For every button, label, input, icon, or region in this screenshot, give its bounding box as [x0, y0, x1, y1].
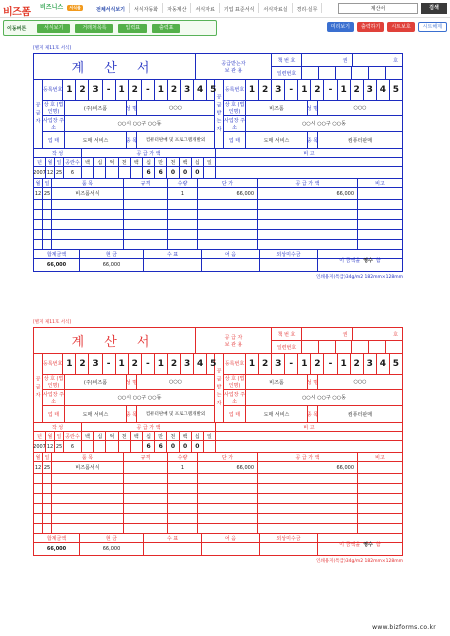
- amount-digit: [131, 167, 143, 178]
- amount-digit: [94, 167, 106, 178]
- amount-digit-header: 백: [131, 158, 143, 166]
- invoice-form: [33, 327, 403, 556]
- receipt-text: 이 금액을: [339, 258, 361, 264]
- amount-digit: [82, 167, 94, 178]
- buyer-address: ○○시 ○○구 ○○동: [302, 121, 346, 128]
- issue-year: 2007: [34, 441, 46, 452]
- item-month: 12: [34, 188, 43, 199]
- table-row: [34, 230, 402, 240]
- receipt-text: 이 금액을: [339, 542, 361, 548]
- company-label: 상 호 (법인명): [43, 102, 64, 116]
- reg-no-digit: 1: [116, 80, 129, 100]
- buyer-biz-type: 도매 서비스: [246, 406, 308, 422]
- amount-digit-header: 일: [207, 159, 212, 166]
- invoice-buyer-copy: [33, 45, 403, 308]
- amount-digit: 6: [143, 167, 155, 178]
- amount-digit: 0: [180, 441, 192, 452]
- item-hdr-qty: 수량: [168, 179, 198, 187]
- reg-no-digit: 4: [194, 354, 207, 374]
- serial-no-label: 일련번호: [272, 341, 302, 353]
- reg-no-digit: -: [285, 354, 298, 374]
- item-hdr-amount: 공 급 가 액: [258, 453, 358, 461]
- issue-day: 25: [55, 167, 64, 178]
- item-header-row: [34, 179, 402, 188]
- sub-toolbar: [0, 20, 450, 36]
- item-name: 비즈폼서식: [52, 188, 124, 199]
- copy-kind-sub: 보 관 용: [224, 67, 243, 74]
- reg-no-digit: -: [142, 80, 155, 100]
- reg-no-digit: 2: [311, 80, 324, 100]
- table-row: [34, 474, 402, 484]
- book-no-label: 책 번 호: [272, 328, 302, 340]
- address-label: 사업장 주 소: [43, 117, 64, 131]
- buyer-name-label: 성 명: [308, 375, 318, 390]
- buyer-biz-item: 컴퓨터판매: [347, 411, 373, 418]
- supplier-side-label: 공급자: [34, 376, 41, 400]
- item-hdr-name: 품 목: [52, 179, 124, 187]
- item-price: 66,000: [198, 188, 258, 199]
- supply-amount-label: 공 급 가 액: [82, 423, 216, 431]
- supplier-reg-no: [63, 354, 219, 374]
- book-ho-label: 호: [393, 57, 398, 64]
- reg-no-digit: 4: [377, 80, 390, 100]
- supplier-side-label: 공급자: [34, 102, 41, 126]
- item-hdr-month: 월: [34, 179, 43, 187]
- nav-item-all-forms[interactable]: 전체서식보기: [92, 3, 130, 13]
- buyer-company: 비즈폼: [246, 101, 308, 116]
- invoice-form: [33, 53, 403, 272]
- search-input[interactable]: [338, 3, 418, 14]
- issue-label: 작 성: [34, 149, 82, 157]
- reg-no-digit: 2: [76, 354, 89, 374]
- total-hdr-receivable: 외상미수금: [260, 250, 318, 258]
- table-row: [34, 240, 402, 250]
- buyer-biz-type-label: 업 태: [224, 132, 246, 148]
- item-hdr-name: 품 목: [52, 453, 124, 461]
- reg-no-digit: 2: [168, 80, 181, 100]
- table-row: [34, 220, 402, 230]
- amount-digit-header: 천: [167, 432, 179, 440]
- book-vol-label: 권: [302, 328, 353, 340]
- nav-item-automation[interactable]: 서식자동화: [130, 3, 163, 13]
- reg-no-digit: 1: [155, 354, 168, 374]
- invoice-supplier-copy: [33, 319, 403, 601]
- biz-item-label: 종 목: [127, 406, 137, 422]
- supply-amount-label: 공 급 가 액: [82, 149, 216, 157]
- supplier-biz-type: 도매 서비스: [65, 406, 127, 422]
- item-note: [358, 188, 402, 199]
- hdr-month: 월: [46, 432, 55, 440]
- buyer-name: ○○○: [353, 105, 367, 112]
- hdr-blanks: 공란수: [64, 158, 82, 166]
- reg-no-digit: 2: [311, 354, 324, 374]
- paper-spec-note: 인쇄용지(특급)34g/m2 182mm×128mm: [316, 275, 403, 280]
- amount-digit-header: 일: [207, 433, 212, 440]
- search-button[interactable]: 검색: [421, 3, 447, 14]
- copy-kind-label: 공급받는자: [221, 60, 246, 67]
- table-row: [34, 504, 402, 514]
- item-hdr-qty: 수량: [168, 453, 198, 461]
- reg-no-digit: 2: [129, 80, 142, 100]
- item-hdr-day: 일: [43, 179, 52, 187]
- blank-count: 6: [64, 167, 82, 178]
- form-caption: [별지 제11호 서식]: [33, 320, 72, 325]
- amount-digit: 6: [143, 441, 155, 452]
- reg-no-digit: 1: [246, 80, 259, 100]
- amount-digit: [94, 441, 106, 452]
- amount-digit-headers: [82, 432, 216, 440]
- supplier-company: (주)비즈폼: [65, 101, 127, 116]
- reg-no-digit: 1: [298, 80, 311, 100]
- item-hdr-day: 일: [43, 453, 52, 461]
- buyer-biz-item: 컴퓨터판매: [347, 137, 373, 144]
- total-hdr-check: 수 표: [144, 250, 202, 258]
- supplier-reg-no: [63, 80, 219, 100]
- unprotect-sheet-button[interactable]: 시트해제: [418, 22, 447, 32]
- tab-output-sheet[interactable]: 출력표: [152, 24, 181, 33]
- table-row: [34, 484, 402, 494]
- buyer-reg-no-label: 등록번호: [224, 354, 246, 374]
- issue-header-row: [34, 158, 402, 167]
- total-hdr-cash: 현 금: [80, 250, 144, 258]
- table-row: [34, 524, 402, 534]
- amount-digit-header: 십: [192, 432, 204, 440]
- form-caption: [별지 제11호 서식]: [33, 46, 72, 51]
- issue-month: 12: [46, 167, 55, 178]
- reg-no-digit: 3: [272, 354, 285, 374]
- supplier-biz-item: 컴퓨터판매 및 프로그램개발외: [145, 137, 206, 143]
- nav-item-auto-calc[interactable]: 자동계산: [163, 3, 191, 13]
- book-vol-label: 권: [302, 54, 353, 66]
- totals-value-row: [34, 259, 402, 271]
- item-header-row: [34, 453, 402, 462]
- item-day: 25: [43, 188, 52, 199]
- buyer-biz-item-label: 종 목: [308, 406, 318, 422]
- table-row: [34, 210, 402, 220]
- reg-no-digit: 3: [272, 80, 285, 100]
- reg-no-digit: 1: [155, 80, 168, 100]
- hdr-day: 일: [55, 432, 64, 440]
- item-amount: 66,000: [258, 462, 358, 473]
- reg-no-digit: 5: [392, 358, 400, 369]
- reg-no-digit: -: [103, 80, 116, 100]
- move-buttons-panel: [3, 20, 217, 36]
- amount-digit-header: 십: [94, 158, 106, 166]
- nav-item-library[interactable]: 서식자료실: [259, 3, 292, 13]
- tab-client-list[interactable]: 거래처목록: [75, 24, 113, 33]
- biz-type-label: 업 태: [43, 406, 65, 422]
- reg-no-digit: 1: [63, 80, 76, 100]
- total-hdr-sum: 합계금액: [34, 534, 80, 542]
- logo-sub-text: 비즈니스: [40, 4, 64, 11]
- receipt-suffix: 함: [375, 258, 381, 264]
- buyer-company: 비즈폼: [246, 375, 308, 390]
- reg-no-digit: 5: [392, 84, 400, 95]
- buyer-address-label: 사업장 주 소: [224, 117, 245, 131]
- amount-digit-header: 십: [192, 158, 204, 166]
- hdr-year: 년: [34, 432, 46, 440]
- logo-tag: 서식몰: [69, 4, 81, 10]
- serial-no-label: 일련번호: [272, 67, 302, 79]
- amount-digits: [82, 167, 216, 178]
- name-label: 성 명: [127, 375, 137, 390]
- amount-digit: 0: [192, 167, 204, 178]
- hdr-blanks: 공란수: [64, 432, 82, 440]
- book-ho-label: 호: [393, 331, 398, 338]
- nav-item-materials[interactable]: 서식자료: [191, 3, 219, 13]
- supplier-company: (주)비즈폼: [65, 375, 127, 390]
- buyer-side-label: 공급받는자: [215, 368, 222, 408]
- amount-digit: 0: [192, 441, 204, 452]
- invoice-title: 계 산 서: [71, 61, 158, 76]
- reg-no-digit: 1: [298, 354, 311, 374]
- amount-digit-header: 십: [143, 158, 155, 166]
- table-row: [34, 188, 402, 200]
- copy-kind-sub: 보 관 용: [224, 341, 243, 348]
- item-month: 12: [34, 462, 43, 473]
- note-label: 비 고: [303, 424, 315, 431]
- reg-no-digit: -: [142, 354, 155, 374]
- supplier-address: ○○시 ○○구 ○○동: [117, 395, 162, 402]
- supplier-biz-item: 컴퓨터판매 및 프로그램개발외: [145, 411, 206, 417]
- nav-item-accounting[interactable]: 경리·실무: [293, 3, 323, 13]
- paper-spec-note: 인쇄용지(특급)34g/m2 182mm×128mm: [316, 559, 403, 564]
- reg-no-digit: 1: [338, 80, 351, 100]
- item-name: 비즈폼서식: [52, 462, 124, 473]
- total-hdr-receivable: 외상미수금: [260, 534, 318, 542]
- reg-no-label: 등록번호: [43, 80, 63, 100]
- totals-value-row: [34, 543, 402, 555]
- reg-no-digit: 1: [116, 354, 129, 374]
- main-nav: [92, 3, 322, 15]
- company-label: 상 호 (법인명): [43, 376, 64, 390]
- item-hdr-price: 단 가: [198, 453, 258, 461]
- biz-type-label: 업 태: [43, 132, 65, 148]
- supplier-address: ○○시 ○○구 ○○동: [117, 121, 162, 128]
- reg-no-digit: 2: [168, 354, 181, 374]
- reg-no-digit: 4: [194, 80, 207, 100]
- action-buttons: [327, 22, 447, 32]
- amount-digit-header: 천: [167, 158, 179, 166]
- amount-digit: [119, 167, 131, 178]
- item-hdr-month: 월: [34, 453, 43, 461]
- item-spec: [124, 462, 168, 473]
- reg-no-digit: 2: [351, 80, 364, 100]
- receipt-kind: 영수: [363, 542, 373, 548]
- amount-digit-header: 백: [82, 432, 94, 440]
- amount-digit: 0: [167, 441, 179, 452]
- table-row: [34, 462, 402, 474]
- amount-digit-header: 십: [143, 432, 155, 440]
- reg-no-digit: 4: [377, 354, 390, 374]
- item-spec: [124, 188, 168, 199]
- reg-no-digit: 2: [129, 354, 142, 374]
- issue-day: 25: [55, 441, 64, 452]
- reg-no-digit: 2: [76, 80, 89, 100]
- reg-no-digit: -: [285, 80, 298, 100]
- biz-item-label: 종 목: [127, 132, 137, 148]
- item-hdr-amount: 공 급 가 액: [258, 179, 358, 187]
- amount-digit: [106, 441, 118, 452]
- hdr-day: 일: [55, 158, 64, 166]
- amount-digit: 6: [155, 441, 167, 452]
- logo-subtitle: [40, 2, 83, 11]
- buyer-name: ○○○: [353, 379, 367, 386]
- empty-item-rows: [34, 200, 402, 250]
- amount-digit-header: 천: [119, 158, 131, 166]
- buyer-reg-no: [246, 354, 402, 374]
- total-amount: 66,000: [34, 543, 80, 555]
- amount-digit-header: 만: [155, 432, 167, 440]
- blank-count: 6: [64, 441, 82, 452]
- buyer-biz-type-label: 업 태: [224, 406, 246, 422]
- receipt-suffix: 함: [375, 542, 381, 548]
- buyer-address: ○○시 ○○구 ○○동: [302, 395, 346, 402]
- amount-digit-header: 억: [106, 158, 118, 166]
- invoice-title: 계 산 서: [71, 335, 158, 350]
- note-label: 비 고: [303, 150, 315, 157]
- nav-item-standard-forms[interactable]: 기업 표준서식: [220, 3, 260, 13]
- reg-no-label: 등록번호: [43, 354, 63, 374]
- reg-no-digit: 5: [210, 358, 217, 369]
- item-amount: 66,000: [258, 188, 358, 199]
- item-hdr-spec: 규격: [124, 179, 168, 187]
- table-row: [34, 494, 402, 504]
- hdr-month: 월: [46, 158, 55, 166]
- amount-digit: 0: [180, 167, 192, 178]
- item-hdr-price: 단 가: [198, 179, 258, 187]
- supplier-name: ○○○: [168, 379, 183, 386]
- amount-digit-header: 백: [82, 158, 94, 166]
- supplier-biz-type: 도매 서비스: [65, 132, 127, 148]
- reg-no-digit: 3: [89, 80, 102, 100]
- total-cash: 66,000: [80, 543, 144, 555]
- issue-year: 2007: [34, 167, 46, 178]
- item-hdr-note: 비고: [375, 180, 385, 187]
- amount-digit-header: 백: [180, 158, 192, 166]
- table-row: [34, 200, 402, 210]
- reg-no-digit: 2: [259, 80, 272, 100]
- item-day: 25: [43, 462, 52, 473]
- tab-form-view[interactable]: 서식보기: [37, 24, 70, 33]
- buyer-company-label: 상 호 (법인명): [224, 102, 245, 116]
- total-amount: 66,000: [34, 259, 80, 271]
- issue-label: 작 성: [34, 423, 82, 431]
- protect-sheet-button[interactable]: 시트보호: [387, 22, 414, 32]
- item-hdr-note: 비고: [375, 454, 385, 461]
- buyer-address-label: 사업장 주 소: [224, 391, 245, 405]
- preview-button[interactable]: 미리보기: [327, 22, 354, 32]
- print-button[interactable]: 출력하기: [357, 22, 384, 32]
- amount-digit-header: 십: [94, 432, 106, 440]
- amount-digit: 6: [155, 167, 167, 178]
- total-cash: 66,000: [80, 259, 144, 271]
- buyer-biz-type: 도매 서비스: [246, 132, 308, 148]
- issue-header-row: [34, 432, 402, 441]
- amount-digit: 0: [167, 167, 179, 178]
- reg-no-digit: 3: [89, 354, 102, 374]
- reg-no-digit: 3: [364, 354, 377, 374]
- item-note: [358, 462, 402, 473]
- buyer-company-label: 상 호 (법인명): [224, 376, 245, 390]
- issue-value-row: [34, 167, 402, 179]
- reg-no-digit: 3: [181, 354, 194, 374]
- amount-digit: [131, 441, 143, 452]
- reg-no-digit: 3: [181, 80, 194, 100]
- address-label: 사업장 주 소: [43, 391, 64, 405]
- reg-no-digit: 2: [259, 354, 272, 374]
- item-qty: 1: [168, 462, 198, 473]
- receipt-kind: 영수: [363, 258, 373, 264]
- amount-digit-header: 억: [106, 432, 118, 440]
- tab-input-sheet[interactable]: 입력표: [118, 24, 147, 33]
- amount-digit: [204, 167, 215, 178]
- site-url[interactable]: www.bizforms.co.kr: [372, 624, 436, 631]
- amount-digit: [106, 167, 118, 178]
- total-hdr-sum: 합계금액: [34, 250, 80, 258]
- issue-value-row: [34, 441, 402, 453]
- total-hdr-check: 수 표: [144, 534, 202, 542]
- reg-no-digit: -: [324, 354, 337, 374]
- amount-digits: [82, 441, 216, 452]
- move-buttons-label: 이동버튼: [7, 25, 27, 32]
- amount-digit-header: 백: [131, 432, 143, 440]
- supplier-name: ○○○: [168, 105, 183, 112]
- reg-no-digit: -: [103, 354, 116, 374]
- amount-digit-header: 만: [155, 158, 167, 166]
- reg-no-digit: 1: [246, 354, 259, 374]
- item-hdr-spec: 규격: [124, 453, 168, 461]
- buyer-biz-item-label: 종 목: [308, 132, 318, 148]
- amount-digit-header: 천: [119, 432, 131, 440]
- total-hdr-cash: 현 금: [80, 534, 144, 542]
- issue-month: 12: [46, 441, 55, 452]
- total-hdr-note: 어 음: [202, 250, 260, 258]
- amount-digit: [119, 441, 131, 452]
- site-logo[interactable]: 비즈폼: [3, 7, 31, 18]
- item-qty: 1: [168, 188, 198, 199]
- amount-digit: [82, 441, 94, 452]
- table-row: [34, 514, 402, 524]
- buyer-reg-no-label: 등록번호: [224, 80, 246, 100]
- reg-no-digit: 5: [210, 84, 217, 95]
- buyer-name-label: 성 명: [308, 101, 318, 116]
- top-header: [0, 0, 450, 18]
- reg-no-digit: 3: [364, 80, 377, 100]
- copy-kind-label: 공 급 자: [224, 334, 243, 341]
- book-no-label: 책 번 호: [272, 54, 302, 66]
- reg-no-digit: 1: [338, 354, 351, 374]
- reg-no-digit: 2: [351, 354, 364, 374]
- reg-no-digit: -: [324, 80, 337, 100]
- amount-digit-header: 백: [180, 432, 192, 440]
- buyer-side-label: 공급받는자: [215, 94, 222, 134]
- item-price: 66,000: [198, 462, 258, 473]
- amount-digit-headers: [82, 158, 216, 166]
- hdr-year: 년: [34, 158, 46, 166]
- name-label: 성 명: [127, 101, 137, 116]
- buyer-reg-no: [246, 80, 402, 100]
- total-hdr-note: 어 음: [202, 534, 260, 542]
- empty-item-rows: [34, 474, 402, 534]
- reg-no-digit: 1: [63, 354, 76, 374]
- amount-digit: [204, 441, 215, 452]
